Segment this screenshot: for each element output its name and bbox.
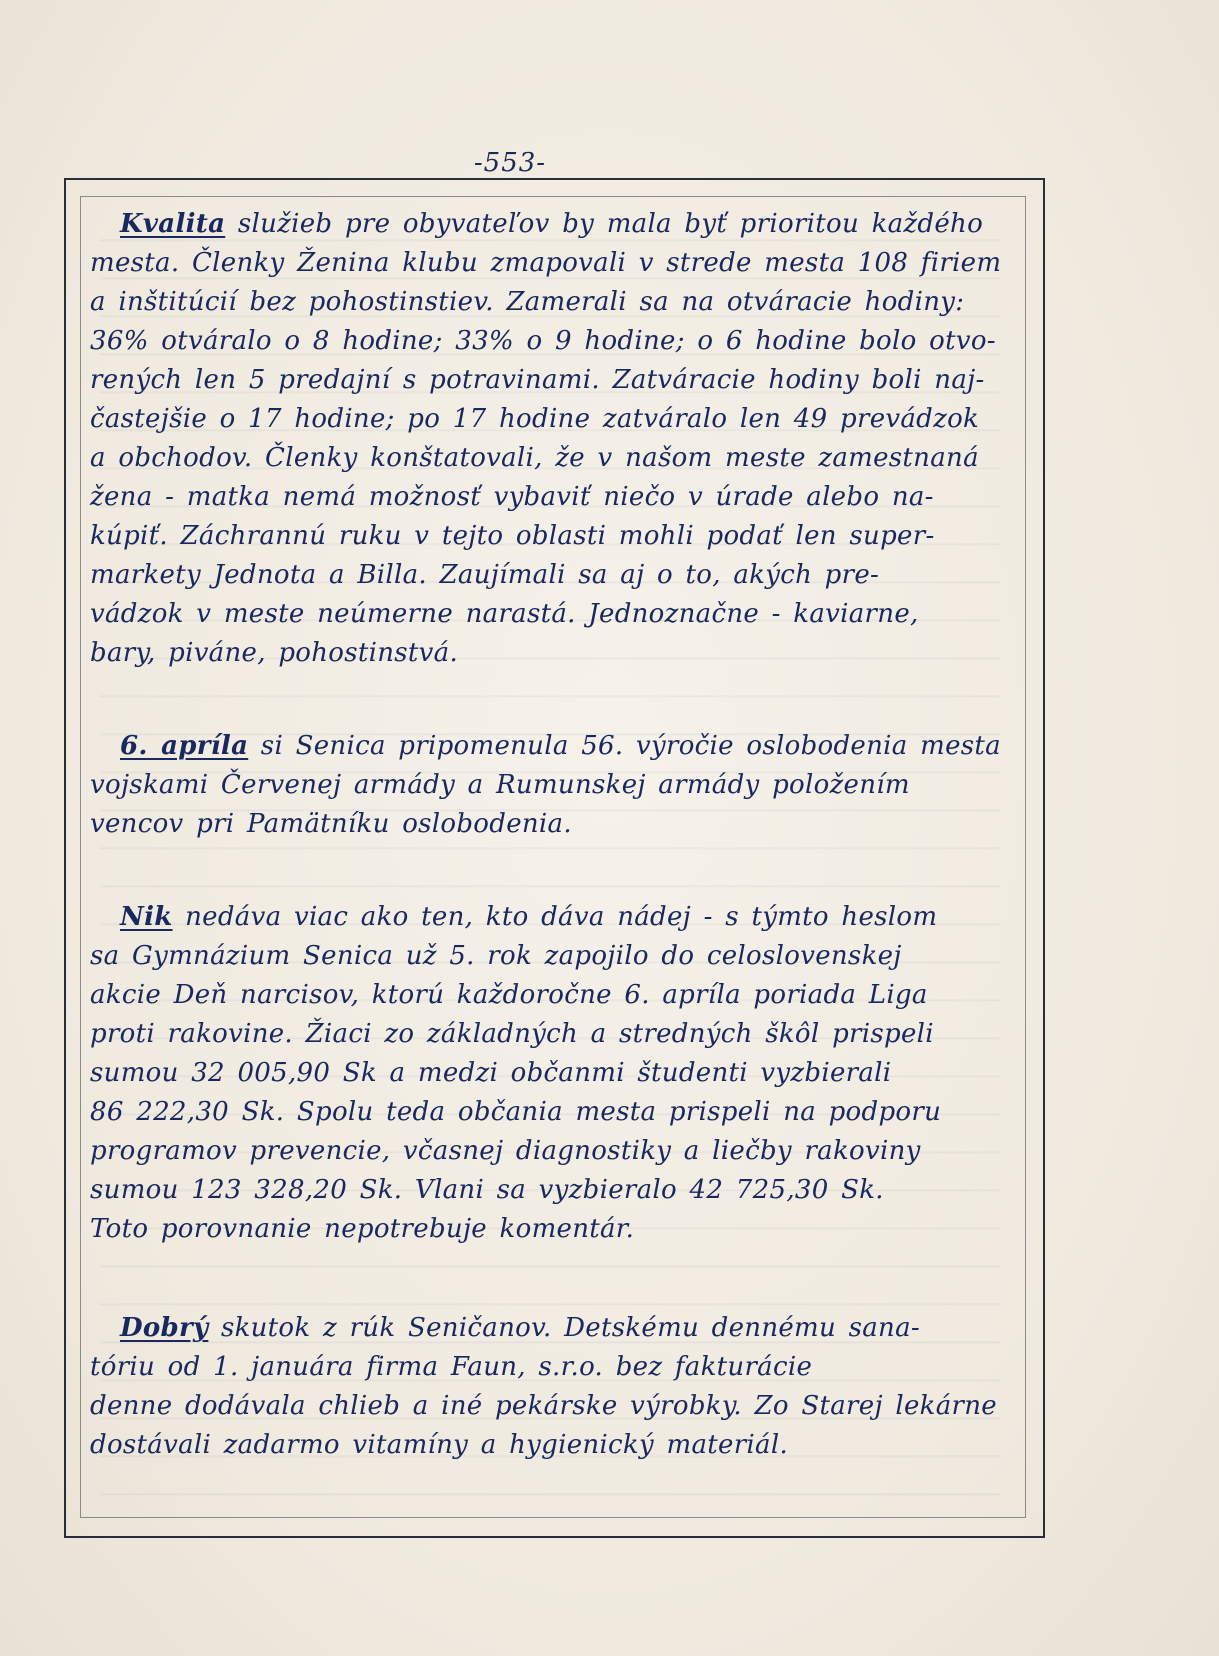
- text-line: programov prevencie, včasnej diagnostiky a liečby rakoviny: [90, 1136, 921, 1166]
- text-line: sumou 123 328,20 Sk. Vlani sa vyzbieralo 42 725,30 Sk.: [90, 1175, 884, 1205]
- paragraph-liberation-anniversary: [90, 727, 1025, 844]
- text-line: sumou 32 005,90 Sk a medzi občanmi študenti vyzbierali: [90, 1058, 892, 1088]
- text-line: 86 222,30 Sk. Spolu teda občania mesta prispeli na podporu: [90, 1097, 942, 1127]
- text-line: sa Gymnázium Senica už 5. rok zapojilo do celoslovenskej: [90, 941, 902, 971]
- paragraph-quality-of-services: [90, 205, 1025, 673]
- text-line: bary, piváne, pohostinstvá.: [90, 638, 459, 668]
- paragraph-lead: Nik: [120, 902, 173, 932]
- text-line: nedáva viac ako ten, kto dáva nádej - s týmto heslom: [172, 902, 938, 932]
- paragraph-lead: 6. apríla: [120, 731, 249, 761]
- text-line: Toto porovnanie nepotrebuje komentár.: [90, 1214, 635, 1244]
- text-line: 36% otváralo o 8 hodine; 33% o 9 hodine; o 6 hodine bolo otvo-: [90, 326, 996, 356]
- paragraph-gap: [90, 1249, 1025, 1309]
- paragraph-gap: [90, 673, 1025, 727]
- paragraph-lead: Dobrý: [120, 1313, 209, 1343]
- text-line: služieb pre obyvateľov by mala byť prioritou každého: [225, 209, 984, 239]
- text-line: a inštitúcií bez pohostinstiev. Zamerali sa na otváracie hodiny:: [90, 287, 965, 317]
- text-line: denne dodávala chlieb a iné pekárske výrobky. Zo Starej lekárne: [90, 1391, 997, 1421]
- text-line: vencov pri Pamätníku oslobodenia.: [90, 809, 572, 839]
- text-line: rených len 5 predajní s potravinami. Zatváracie hodiny boli naj-: [90, 365, 985, 395]
- text-line: a obchodov. Členky konštatovali, že v našom meste zamestnaná: [90, 443, 979, 473]
- page-content: [90, 205, 1025, 1465]
- text-line: mesta. Členky Ženina klubu zmapovali v strede mesta 108 firiem: [90, 248, 1002, 278]
- text-line: častejšie o 17 hodine; po 17 hodine zatváralo len 49 prevádzok: [90, 404, 980, 434]
- paragraph-lead: Kvalita: [120, 209, 226, 239]
- text-line: žena - matka nemá možnosť vybaviť niečo v úrade alebo na-: [90, 482, 934, 512]
- text-line: markety Jednota a Billa. Zaujímali sa aj o to, akých pre-: [90, 560, 880, 590]
- paragraph-daffodil-day: [90, 898, 1025, 1249]
- text-line: tóriu od 1. januára firma Faun, s.r.o. bez fakturácie: [90, 1352, 813, 1382]
- text-line: proti rakovine. Žiaci zo základných a stredných škôl prispeli: [90, 1019, 934, 1049]
- text-line: vojskami Červenej armády a Rumunskej armády položením: [90, 770, 910, 800]
- text-line: akcie Deň narcisov, ktorú každoročne 6. apríla poriada Liga: [90, 980, 928, 1010]
- text-line: skutok z rúk Seničanov. Detskému dennému sana-: [208, 1313, 920, 1343]
- page-number: -553-: [473, 148, 547, 178]
- text-line: vádzok v meste neúmerne narastá. Jednoznačne - kaviarne,: [90, 599, 919, 629]
- text-line: kúpiť. Záchrannú ruku v tejto oblasti mohli podať len super-: [90, 521, 935, 551]
- paragraph-gap: [90, 844, 1025, 898]
- paragraph-good-deed: [90, 1309, 1025, 1465]
- text-line: si Senica pripomenula 56. výročie oslobodenia mesta: [248, 731, 1001, 761]
- text-line: dostávali zadarmo vitamíny a hygienický materiál.: [90, 1430, 789, 1460]
